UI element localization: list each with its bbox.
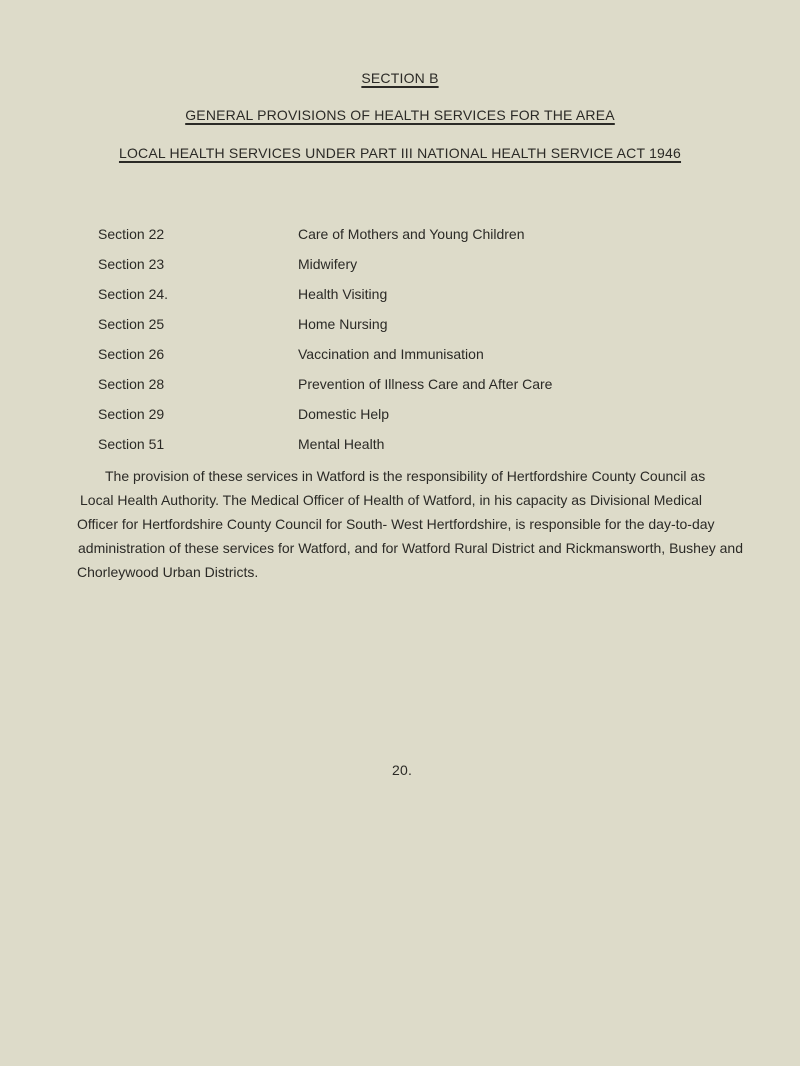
paragraph-line: The provision of these services in Watford is the responsibility of Hertfordshire County Council as: [105, 468, 706, 484]
section-number: Section 29: [98, 406, 165, 422]
paragraph-line: Local Health Authority. The Medical Officer of Health of Watford, in his capacity as Divisional Medical: [80, 492, 702, 508]
section-heading: SECTION B: [361, 70, 439, 86]
paragraph-line: Chorleywood Urban Districts.: [77, 564, 259, 580]
section-number: Section 22: [98, 226, 165, 242]
service-name: Home Nursing: [298, 316, 388, 332]
document-subtitle: LOCAL HEALTH SERVICES UNDER PART III NATIONAL HEALTH SERVICE ACT 1946: [118, 145, 682, 161]
service-name: Care of Mothers and Young Children: [298, 226, 525, 242]
service-name: Prevention of Illness Care and After Care: [298, 376, 553, 392]
document-title: GENERAL PROVISIONS OF HEALTH SERVICES FOR THE AREA: [185, 107, 615, 123]
section-number: Section 51: [98, 436, 165, 452]
section-number: Section 25: [98, 316, 165, 332]
list-item: [98, 316, 698, 336]
paragraph-line: Officer for Hertfordshire County Council for South- West Hertfordshire, is responsible for the day-to-day: [77, 516, 715, 532]
list-item: [98, 436, 698, 456]
list-item: [98, 346, 698, 366]
service-name: Vaccination and Immunisation: [298, 346, 484, 362]
page-number: 20.: [392, 762, 413, 778]
list-item: [98, 376, 698, 396]
list-item: [98, 226, 698, 246]
service-name: Mental Health: [298, 436, 385, 452]
list-item: [98, 406, 698, 426]
list-item: [98, 286, 698, 306]
section-number: Section 23: [98, 256, 165, 272]
service-name: Health Visiting: [298, 286, 388, 302]
section-number: Section 26: [98, 346, 165, 362]
service-name: Domestic Help: [298, 406, 390, 422]
section-number: Section 24.: [98, 286, 169, 302]
paragraph-line: administration of these services for Watford, and for Watford Rural District and Rickmansworth, Bushey and: [78, 540, 744, 556]
service-name: Midwifery: [298, 256, 358, 272]
section-number: Section 28: [98, 376, 165, 392]
list-item: [98, 256, 698, 276]
